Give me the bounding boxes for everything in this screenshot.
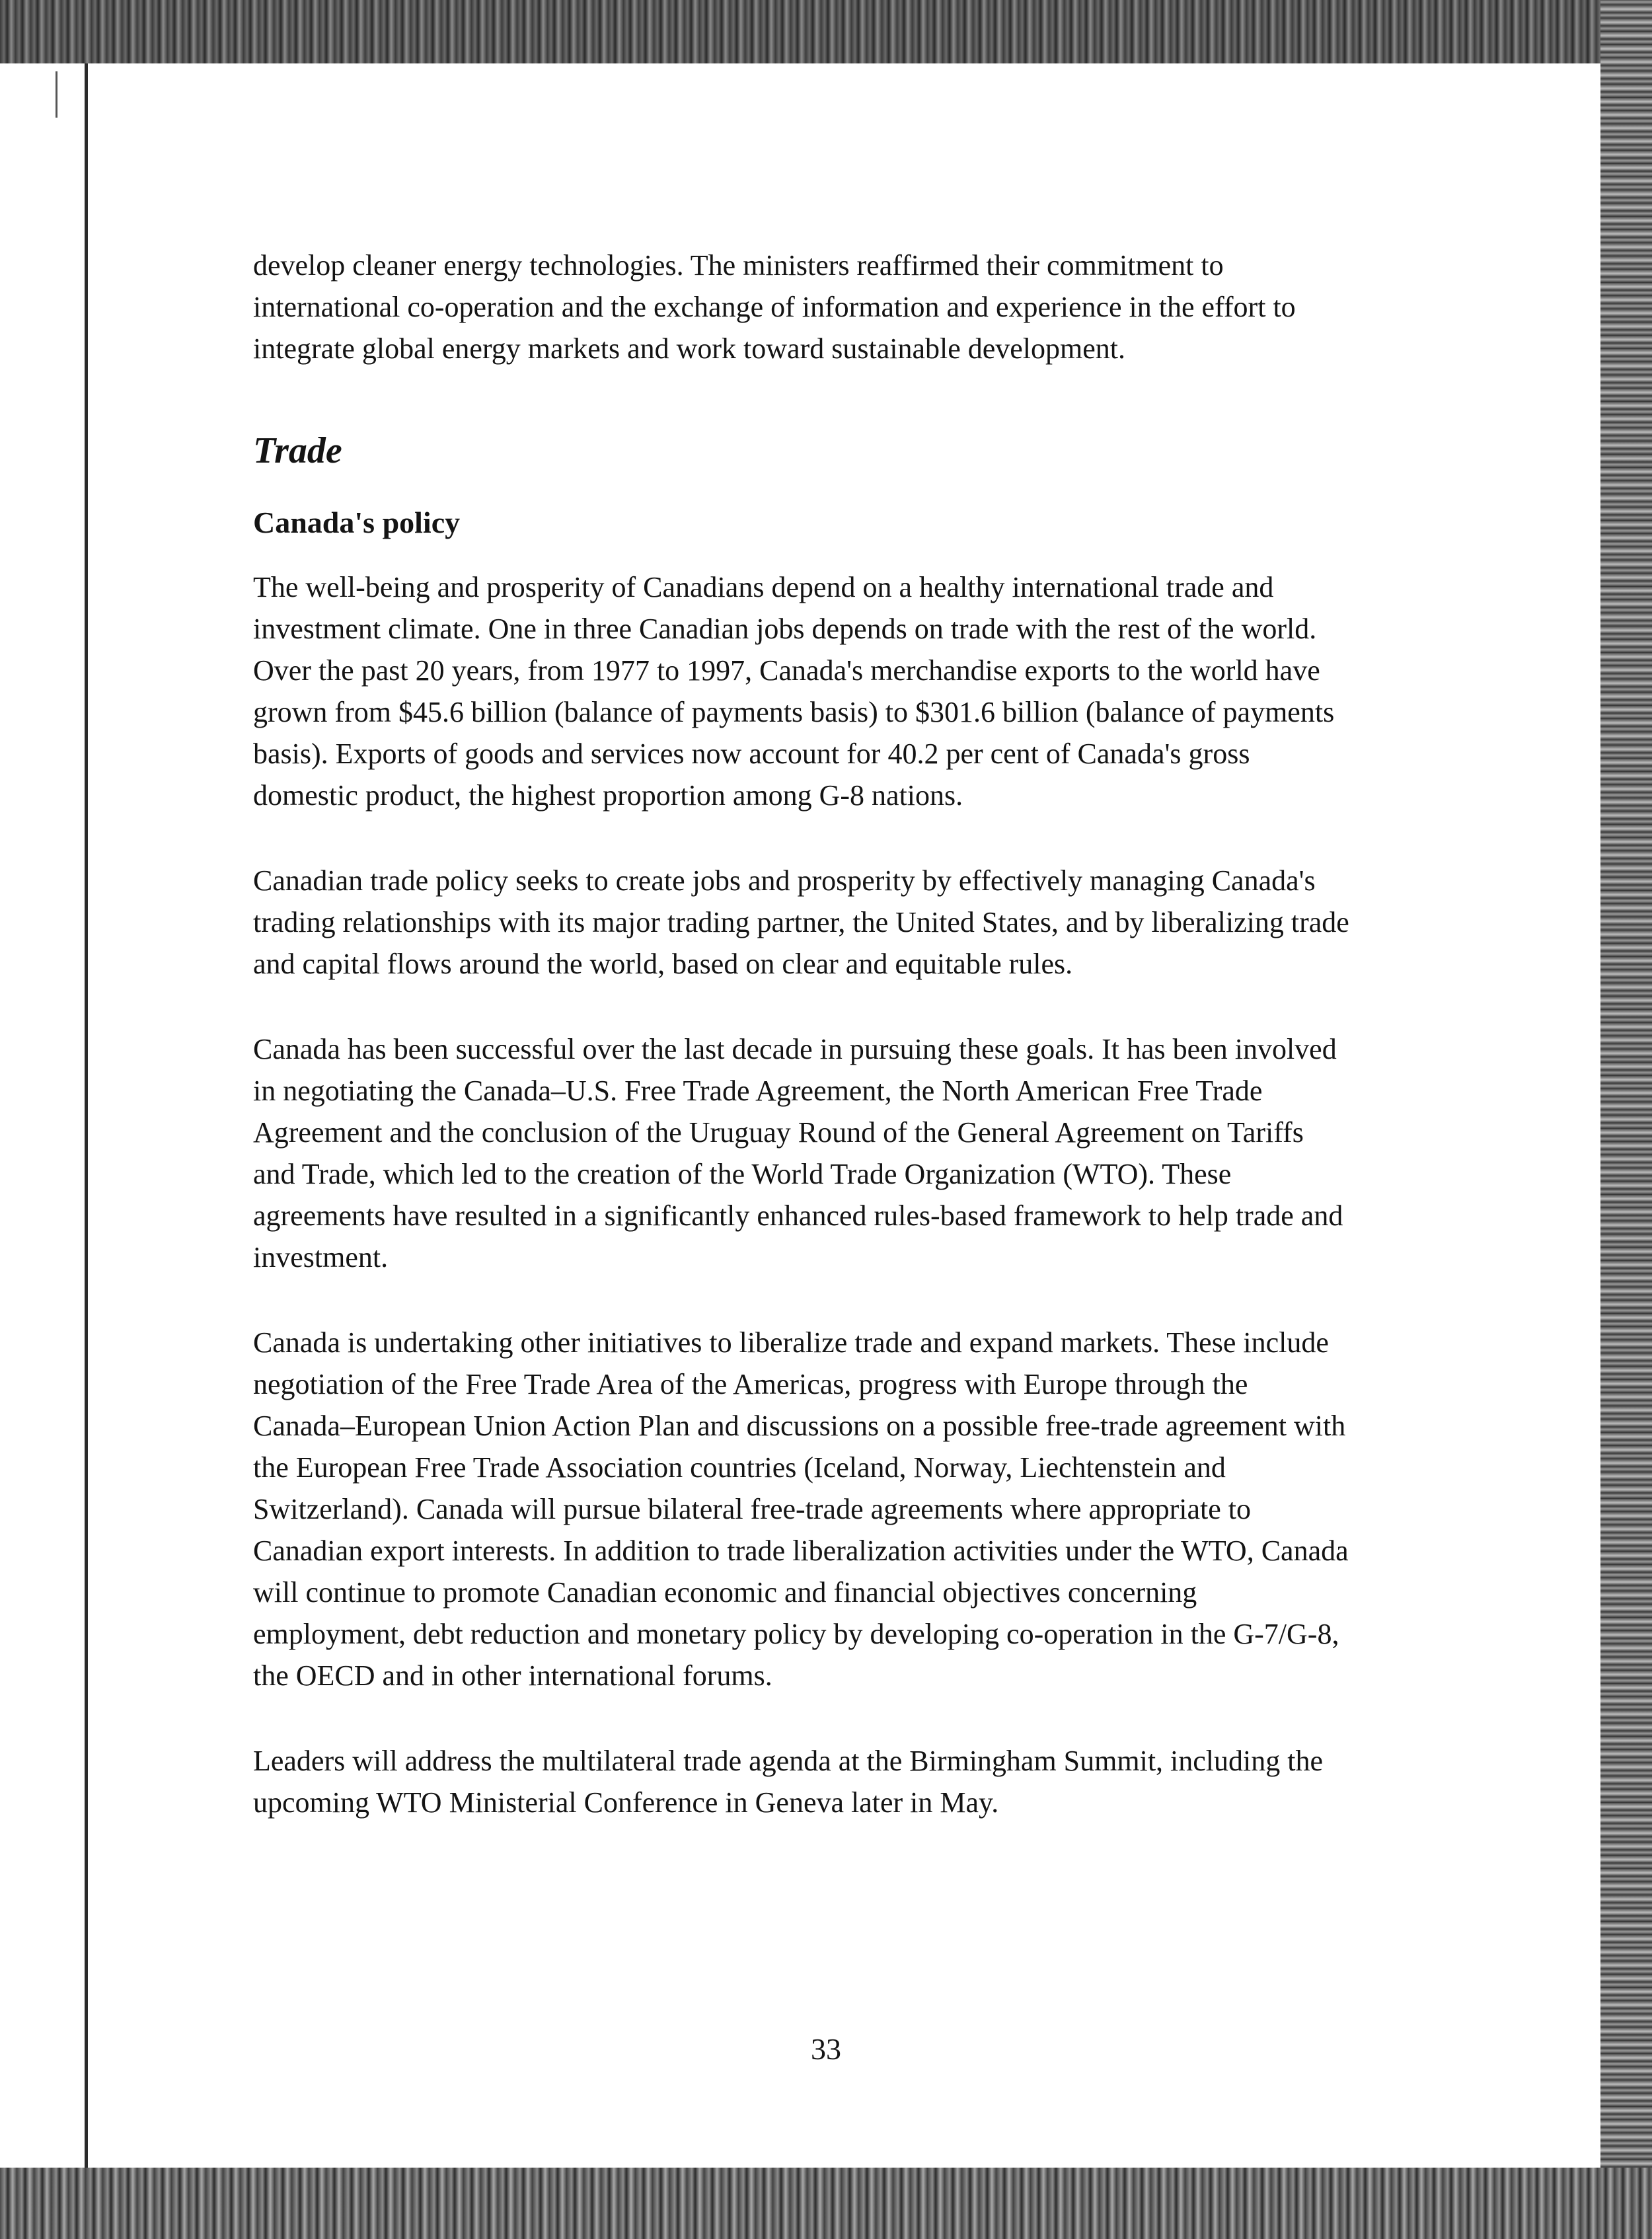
- section-title: Trade: [253, 430, 342, 471]
- paragraph-birmingham-summit: Leaders will address the multilateral trade agenda at the Birmingham Summit, including the upcoming WTO Ministerial Conference in Geneva later in May.: [253, 1745, 1323, 1819]
- subheading: Canada's policy: [253, 506, 461, 539]
- scan-edge-right: [1600, 0, 1652, 2239]
- page-number: 33: [811, 2032, 841, 2066]
- intro-paragraph: develop cleaner energy technologies. The ministers reaffirmed their commitment to international co-operation and the exchange of information and experience in the effort to integrate global energy markets and work toward sustainable development.: [253, 249, 1296, 365]
- paragraph-trade-wellbeing: The well-being and prosperity of Canadians depend on a healthy international trade and investment climate. One in three Canadian jobs depends on trade with the rest of the world. Over the past 20 years, from 1977 to 1997, Canada's merchandise exports to the world have grown from $45.6 billion (balance of payments basis) to $301.6 billion (balance of payments basis). Exports of goods and services now account for 40.2 per cent of Canada's gross domestic product, the highest proportion among G-8 nations.: [253, 571, 1335, 812]
- document-page: [253, 245, 1350, 1823]
- paragraph-trade-policy: Canadian trade policy seeks to create jobs and prosperity by effectively managing Canada's trading relationships with its major trading partner, the United States, and by liberalizing trade and capital flows around the world, based on clear and equitable rules.: [253, 864, 1349, 980]
- scan-edge-left-mark: [56, 71, 57, 118]
- paragraph-trade-initiatives: Canada is undertaking other initiatives to liberalize trade and expand markets. These include negotiation of the Free Trade Area of the Americas, progress with Europe through the Canada–European Union Action Plan and discussions on a possible free-trade agreement with the European Free Trade Association countries (Iceland, Norway, Liechtenstein and Switzerland). Canada will pursue bilateral free-trade agreements where appropriate to Canadian export interests. In addition to trade liberalization activities under the WTO, Canada will continue to promote Canadian economic and financial objectives concerning employment, debt reduction and monetary policy by developing co-operation in the G-7/G-8, the OECD and in other international forums.: [253, 1326, 1349, 1692]
- paragraph-trade-agreements: Canada has been successful over the last decade in pursuing these goals. It has been involved in negotiating the Canada–U.S. Free Trade Agreement, the North American Free Trade Agreement and the conclusion of the Uruguay Round of the General Agreement on Tariffs and Trade, which led to the creation of the World Trade Organization (WTO). These agreements have resulted in a significantly enhanced rules-based framework to help trade and investment.: [253, 1033, 1343, 1273]
- scan-edge-left-line: [85, 63, 88, 2168]
- scan-edge-top: [0, 0, 1652, 63]
- scan-edge-bottom: [0, 2168, 1652, 2239]
